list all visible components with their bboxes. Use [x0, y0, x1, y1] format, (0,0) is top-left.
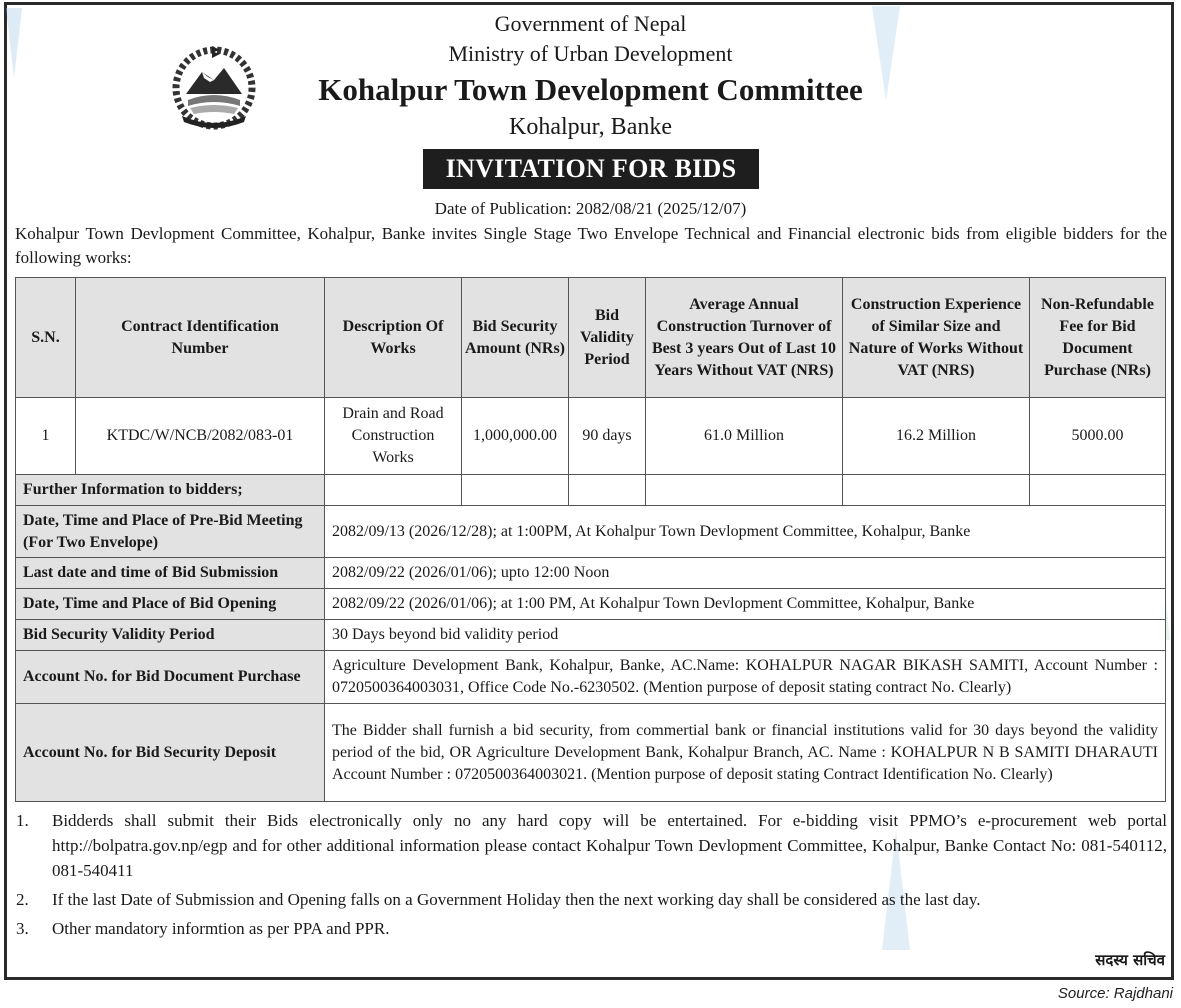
publication-date: Date of Publication: 2082/08/21 (2025/12/07)	[434, 199, 747, 218]
info-label: Bid Security Validity Period	[16, 620, 325, 651]
info-value: Agriculture Development Bank, Kohalpur, Banke, AC.Name: KOHALPUR NAGAR BIKASH SAMITI, Account Number : 0720500364003031, Office Code No.-6230502. (Mention purpose of deposit stating contract No. Clearly)	[325, 651, 1166, 704]
info-row-prebid	[16, 506, 1166, 558]
col-header-turnover: Average Annual Construction Turnover of Best 3 years Out of Last 10 Years Without VAT (NRS)	[646, 278, 843, 398]
source-credit: Source: Rajdhani	[1057, 985, 1173, 1002]
info-label: Date, Time and Place of Bid Opening	[16, 589, 325, 620]
note-number: 2.	[16, 890, 29, 909]
info-row-document-account	[16, 651, 1166, 704]
note-text: Bidderds shall submit their Bids electronically only no any hard copy will be entertained. For e-bidding visit PPMO’s e-procurement web portal http://bolpatra.gov.np/egp and for other additional information please contact Kohalpur Town Devlopment Committee, Kohalpur, Banke Contact No: 081-540112, 081-540411	[52, 811, 1167, 880]
note-item	[15, 916, 1167, 941]
col-header-bid-security: Bid Security Amount (NRs)	[462, 278, 569, 398]
notes-list	[15, 808, 1167, 945]
info-row-submission	[16, 558, 1166, 589]
note-number: 3.	[16, 919, 29, 938]
info-value: 2082/09/13 (2026/12/28); at 1:00PM, At Kohalpur Town Devlopment Committee, Kohalpur, Banke	[325, 506, 1166, 558]
note-number: 1.	[16, 811, 29, 830]
cell-bid-security: 1,000,000.00	[462, 398, 569, 475]
info-row-security-account	[16, 704, 1166, 802]
table-header-row	[16, 278, 1166, 398]
empty-cell	[325, 475, 462, 506]
col-header-contract-id: Contract Identification Number	[76, 278, 325, 398]
note-item	[15, 887, 1167, 912]
note-text: If the last Date of Submission and Opening falls on a Government Holiday then the next working day shall be considered as the last day.	[52, 890, 981, 909]
info-row-opening	[16, 589, 1166, 620]
empty-cell	[462, 475, 569, 506]
col-header-experience: Construction Experience of Similar Size and Nature of Works Without VAT (NRS)	[843, 278, 1030, 398]
empty-cell	[646, 475, 843, 506]
cell-turnover: 61.0 Million	[646, 398, 843, 475]
info-value: 30 Days beyond bid validity period	[325, 620, 1166, 651]
note-text: Other mandatory informtion as per PPA and PPR.	[52, 919, 390, 938]
cell-sn: 1	[16, 398, 76, 475]
empty-cell	[1030, 475, 1166, 506]
col-header-validity: Bid Validity Period	[569, 278, 646, 398]
col-header-description: Description Of Works	[325, 278, 462, 398]
bids-table	[15, 277, 1166, 802]
cell-experience: 16.2 Million	[843, 398, 1030, 475]
intro-paragraph: Kohalpur Town Devlopment Committee, Kohalpur, Banke invites Single Stage Two Envelope Technical and Financial electronic bids from eligible bidders for the following works:	[15, 224, 1167, 267]
cell-description: Drain and Road Construction Works	[325, 398, 462, 475]
notice-banner: INVITATION FOR BIDS	[423, 149, 759, 189]
signature-member-secretary: सदस्य सचिव	[1095, 951, 1165, 969]
organization-title: Kohalpur Town Development Committee	[318, 72, 863, 107]
col-header-fee: Non-Refundable Fee for Bid Document Purchase (NRs)	[1030, 278, 1166, 398]
info-value: The Bidder shall furnish a bid security, from commertial bank or financial institutions valid for 30 days beyond the validity period of the bid, OR Agriculture Development Bank, Kohalpur Branch, AC. Name : KOHALPUR N B SAMITI DHARAUTI Account Number : 0720500364003021. (Mention purpose of deposit stating Contract Identification No. Clearly)	[325, 704, 1166, 802]
cell-contract-id: KTDC/W/NCB/2082/083-01	[76, 398, 325, 475]
info-value: 2082/09/22 (2026/01/06); upto 12:00 Noon	[325, 558, 1166, 589]
further-info-row	[16, 475, 1166, 506]
info-label: Account No. for Bid Document Purchase	[16, 651, 325, 704]
ministry-name: Ministry of Urban Development	[448, 41, 733, 66]
table-row	[16, 398, 1166, 475]
info-row-security-validity	[16, 620, 1166, 651]
info-label: Date, Time and Place of Pre-Bid Meeting (For Two Envelope)	[16, 506, 325, 558]
info-label: Account No. for Bid Security Deposit	[16, 704, 325, 802]
col-header-sn: S.N.	[16, 278, 76, 398]
government-name: Government of Nepal	[494, 11, 687, 36]
cell-validity: 90 days	[569, 398, 646, 475]
empty-cell	[569, 475, 646, 506]
info-label: Last date and time of Bid Submission	[16, 558, 325, 589]
organization-location: Kohalpur, Banke	[509, 114, 672, 140]
empty-cell	[843, 475, 1030, 506]
cell-fee: 5000.00	[1030, 398, 1166, 475]
further-info-label: Further Information to bidders;	[16, 475, 325, 506]
note-item	[15, 808, 1167, 883]
info-value: 2082/09/22 (2026/01/06); at 1:00 PM, At Kohalpur Town Devlopment Committee, Kohalpur, Banke	[325, 589, 1166, 620]
